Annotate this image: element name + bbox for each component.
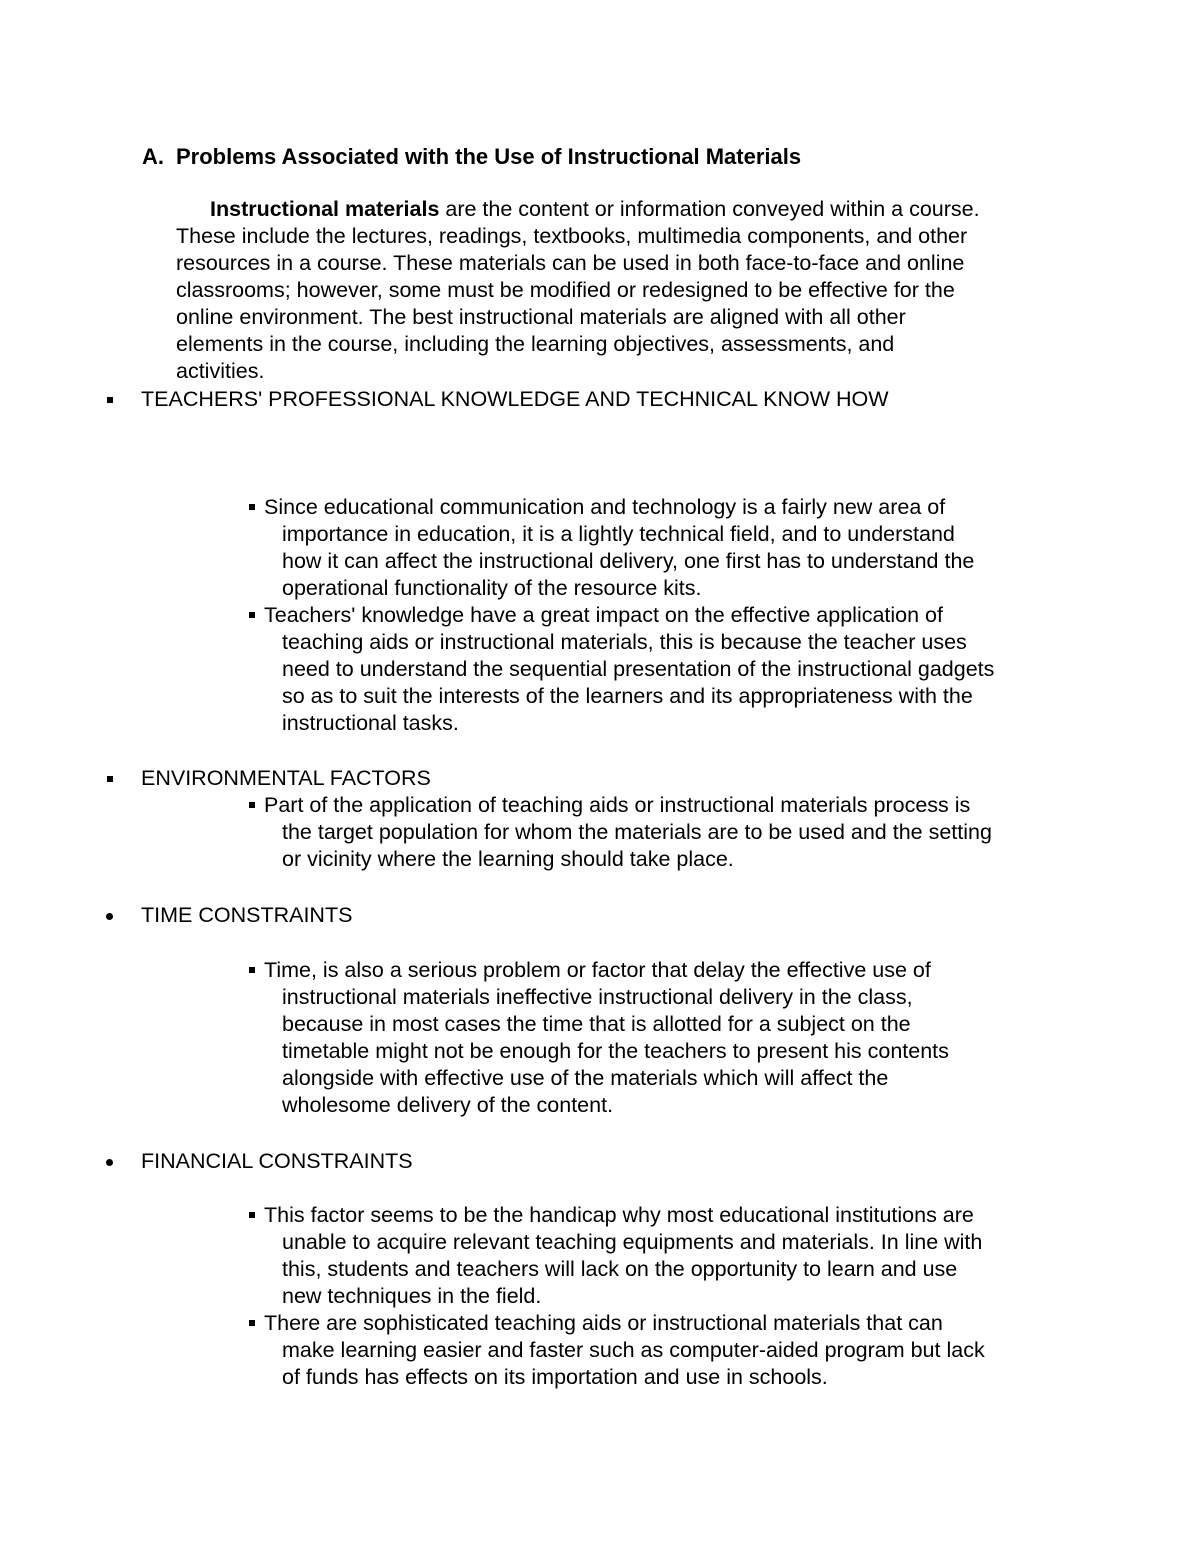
sub-bullet-marker	[249, 1320, 255, 1326]
sub-point-line: of funds has effects on its importation and use in schools.	[282, 1365, 828, 1389]
sub-bullet-marker	[249, 1212, 255, 1218]
sub-point-line: wholesome delivery of the content.	[282, 1093, 614, 1117]
sub-point	[246, 1202, 1086, 1310]
sub-bullet-marker	[249, 802, 255, 808]
section-heading	[142, 143, 801, 170]
sub-point-line: because in most cases the time that is allotted for a subject on the	[282, 1012, 911, 1036]
sub-point	[246, 602, 1086, 737]
sub-point-line: Teachers' knowledge have a great impact on the effective application of	[264, 603, 943, 627]
sub-point-line: teaching aids or instructional materials, this is because the teacher uses	[282, 630, 967, 654]
sub-point	[246, 957, 1086, 1119]
sub-point-line: instructional tasks.	[282, 711, 459, 735]
sub-point-line: make learning easier and faster such as computer-aided program but lack	[282, 1338, 985, 1362]
heading-title: Problems Associated with the Use of Instructional Materials	[176, 144, 802, 169]
intro-line: online environment. The best instructional materials are aligned with all other	[176, 305, 906, 329]
sub-point	[246, 792, 1086, 873]
intro-line: classrooms; however, some must be modified or redesigned to be effective for the	[176, 278, 955, 302]
section-title: TEACHERS' PROFESSIONAL KNOWLEDGE AND TECHNICAL KNOW HOW	[141, 387, 889, 411]
section-title: TIME CONSTRAINTS	[141, 903, 353, 927]
sub-point-line: new techniques in the field.	[282, 1284, 542, 1308]
sub-point-line: importance in education, it is a lightly technical field, and to understand	[282, 522, 955, 546]
sub-point-line: or vicinity where the learning should take place.	[282, 847, 734, 871]
intro-line: Instructional materials are the content or information conveyed within a course.	[210, 197, 980, 221]
intro-line: elements in the course, including the learning objectives, assessments, and	[176, 332, 895, 356]
sub-point-line: operational functionality of the resource kits.	[282, 576, 702, 600]
sub-point-line: the target population for whom the materials are to be used and the setting	[282, 820, 992, 844]
intro-paragraph	[176, 196, 1076, 385]
intro-line: resources in a course. These materials can be used in both face-to-face and online	[176, 251, 965, 275]
sub-point-line: this, students and teachers will lack on the opportunity to learn and use	[282, 1257, 958, 1281]
sub-point-line: so as to suit the interests of the learners and its appropriateness with the	[282, 684, 973, 708]
sub-point-line: instructional materials ineffective instructional delivery in the class,	[282, 985, 913, 1009]
heading-letter: A.	[142, 144, 164, 169]
intro-term: Instructional materials	[210, 197, 440, 221]
intro-line: These include the lectures, readings, textbooks, multimedia components, and other	[176, 224, 968, 248]
sub-point-line: unable to acquire relevant teaching equipments and materials. In line with	[282, 1230, 983, 1254]
sub-point	[246, 494, 1086, 602]
sub-point-line: alongside with effective use of the materials which will affect the	[282, 1066, 889, 1090]
sub-point-line: need to understand the sequential presentation of the instructional gadgets	[282, 657, 995, 681]
sub-point-line: This factor seems to be the handicap why most educational institutions are	[264, 1203, 974, 1227]
sub-bullet-marker	[249, 612, 255, 618]
sub-point	[246, 1310, 1086, 1391]
sub-point-line: Time, is also a serious problem or factor that delay the effective use of	[264, 958, 931, 982]
sub-point-line: There are sophisticated teaching aids or instructional materials that can	[264, 1311, 943, 1335]
intro-line: activities.	[176, 359, 265, 383]
section-title: FINANCIAL CONSTRAINTS	[141, 1149, 413, 1173]
sub-point-line: Part of the application of teaching aids or instructional materials process is	[264, 793, 971, 817]
sub-bullet-marker	[249, 504, 255, 510]
section-title: ENVIRONMENTAL FACTORS	[141, 766, 431, 790]
sub-point-line: how it can affect the instructional delivery, one first has to understand the	[282, 549, 975, 573]
sub-point-line: timetable might not be enough for the teachers to present his contents	[282, 1039, 949, 1063]
sub-bullet-marker	[249, 967, 255, 973]
sub-point-line: Since educational communication and technology is a fairly new area of	[264, 495, 946, 519]
